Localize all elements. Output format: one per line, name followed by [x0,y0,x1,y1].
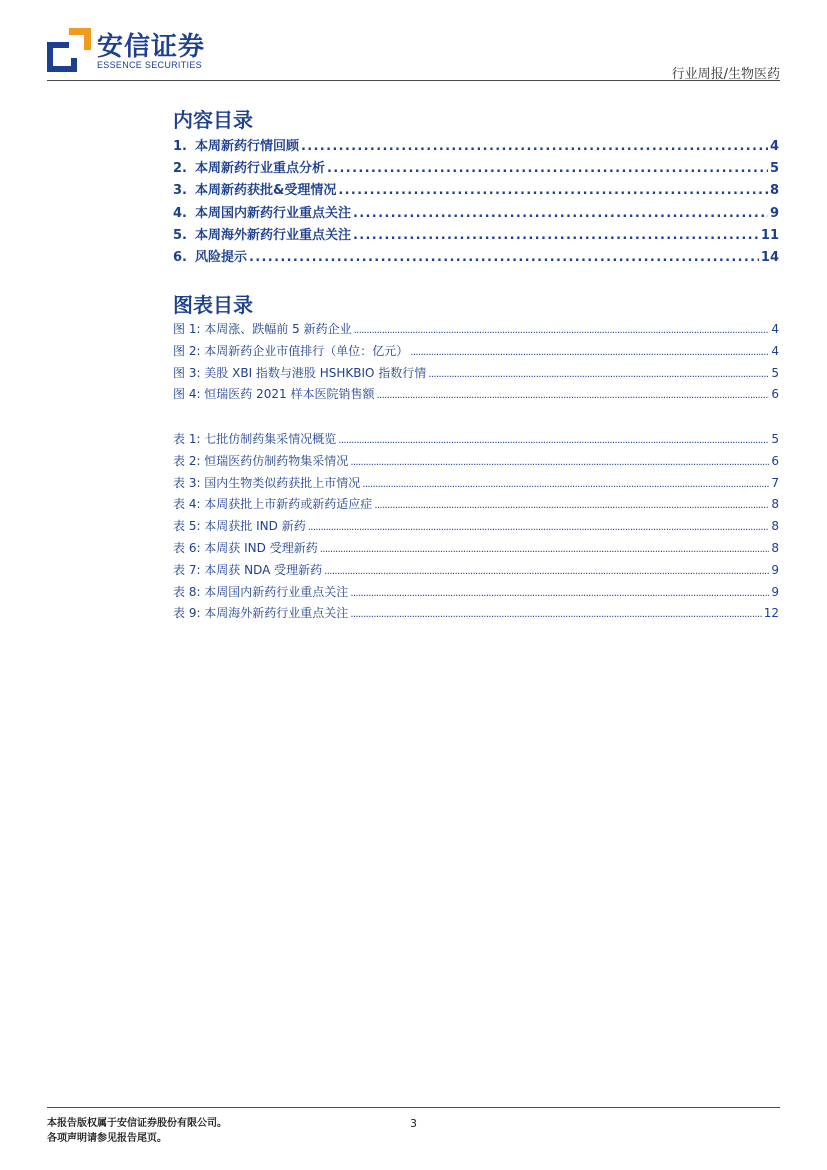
dot-leader [374,497,769,511]
figure-label: 图 1: 本周涨、跌幅前 5 新药企业 [173,322,352,336]
table-entry[interactable] [173,517,779,539]
toc-entry[interactable] [173,202,779,224]
toc-page: 8 [769,183,779,199]
toc-page: 5 [769,161,779,177]
table-page: 9 [771,562,779,577]
dot-leader [320,541,770,555]
table-label: 表 2: 恒瑞医药仿制药物集采情况 [173,453,349,468]
charts-title: 图表目录 [173,293,253,317]
table-page: 8 [771,497,779,512]
dot-leader [350,585,769,599]
dot-leader [301,139,768,154]
figure-entry[interactable] [173,320,779,342]
toc-label: 本周海外新药行业重点关注 [195,227,352,243]
figure-list [173,320,779,407]
table-entry[interactable] [173,474,779,496]
toc-page: 4 [769,139,779,154]
toc-entry[interactable] [173,179,779,201]
header-divider [47,80,780,81]
figure-page: 4 [771,343,779,358]
toc-number: 3. [173,183,187,199]
table-label: 表 4: 本周获批上市新药或新药适应症 [173,497,373,512]
footer-divider [47,1107,780,1108]
dot-leader [354,322,770,336]
toc-page: 11 [760,227,779,243]
contents-list [173,135,779,268]
dot-leader [249,250,759,265]
toc-number: 6. [173,249,187,265]
figure-page: 6 [771,387,779,402]
toc-label: 本周国内新药行业重点关注 [195,205,352,221]
table-label: 表 6: 本周获 IND 受理新药 [173,540,318,555]
contents-title: 内容目录 [173,108,253,132]
figure-label: 图 2: 本周新药企业市值排行（单位：亿元） [173,343,409,358]
dot-leader [410,344,769,358]
dot-leader [353,228,759,243]
dot-leader [308,519,770,533]
table-entry[interactable] [173,430,779,452]
table-page: 8 [771,519,779,534]
table-page: 7 [771,475,779,490]
report-category: 行业周报/生物医药 [671,67,780,82]
table-entry[interactable] [173,539,779,561]
toc-label: 本周新药获批&受理情况 [195,183,337,199]
brand-name-en: ESSENCE SECURITIES [97,60,202,70]
dot-leader [338,183,768,198]
copyright-notice: 本报告版权属于安信证券股份有限公司。 [47,1118,227,1129]
table-page: 6 [771,453,779,468]
table-page: 5 [771,432,779,446]
figure-label: 图 3: 美股 XBI 指数与港股 HSHKBIO 指数行情 [173,365,427,380]
table-label: 表 5: 本周获批 IND 新药 [173,519,306,534]
table-page: 9 [771,584,779,599]
dot-leader [353,206,768,221]
dot-leader [338,432,769,446]
figure-page: 4 [771,322,779,336]
figure-entry[interactable] [173,385,779,407]
figure-page: 5 [771,365,779,380]
figure-entry[interactable] [173,364,779,386]
toc-number: 2. [173,161,187,177]
toc-number: 4. [173,205,187,221]
table-entry[interactable] [173,561,779,583]
toc-entry[interactable] [173,157,779,179]
table-label: 表 7: 本周获 NDA 受理新药 [173,562,323,577]
table-page: 8 [771,540,779,555]
table-label: 表 8: 本周国内新药行业重点关注 [173,584,349,599]
brand-name-cn: 安信证券 [97,32,206,62]
toc-entry[interactable] [173,246,779,268]
table-label: 表 1: 七批仿制药集采情况概览 [173,432,337,446]
table-entry[interactable] [173,452,779,474]
dot-leader [350,454,769,468]
toc-label: 本周新药行情回顾 [195,139,300,154]
toc-page: 9 [769,205,779,221]
dot-leader [376,387,769,401]
disclaimer-notice: 各项声明请参见报告尾页。 [47,1133,167,1144]
figure-entry[interactable] [173,342,779,364]
toc-label: 本周新药行业重点分析 [195,161,326,177]
table-label: 表 9: 本周海外新药行业重点关注 [173,606,349,621]
dot-leader [362,476,769,490]
table-entry[interactable] [173,495,779,517]
toc-label: 风险提示 [195,249,248,265]
toc-number: 1. [173,139,187,154]
table-label: 表 3: 国内生物类似药获批上市情况 [173,475,361,490]
table-page: 12 [763,606,779,621]
toc-page: 14 [760,249,779,265]
toc-number: 5. [173,227,187,243]
toc-entry[interactable] [173,135,779,157]
dot-leader [350,606,761,620]
page-number: 3 [410,1117,417,1130]
essence-logo-icon [47,28,91,72]
toc-entry[interactable] [173,224,779,246]
dot-leader [324,563,769,577]
table-entry[interactable] [173,604,779,626]
figure-label: 图 4: 恒瑞医药 2021 样本医院销售额 [173,387,375,402]
dot-leader [327,161,768,176]
dot-leader [428,366,769,380]
table-list [173,430,779,626]
table-entry[interactable] [173,583,779,605]
